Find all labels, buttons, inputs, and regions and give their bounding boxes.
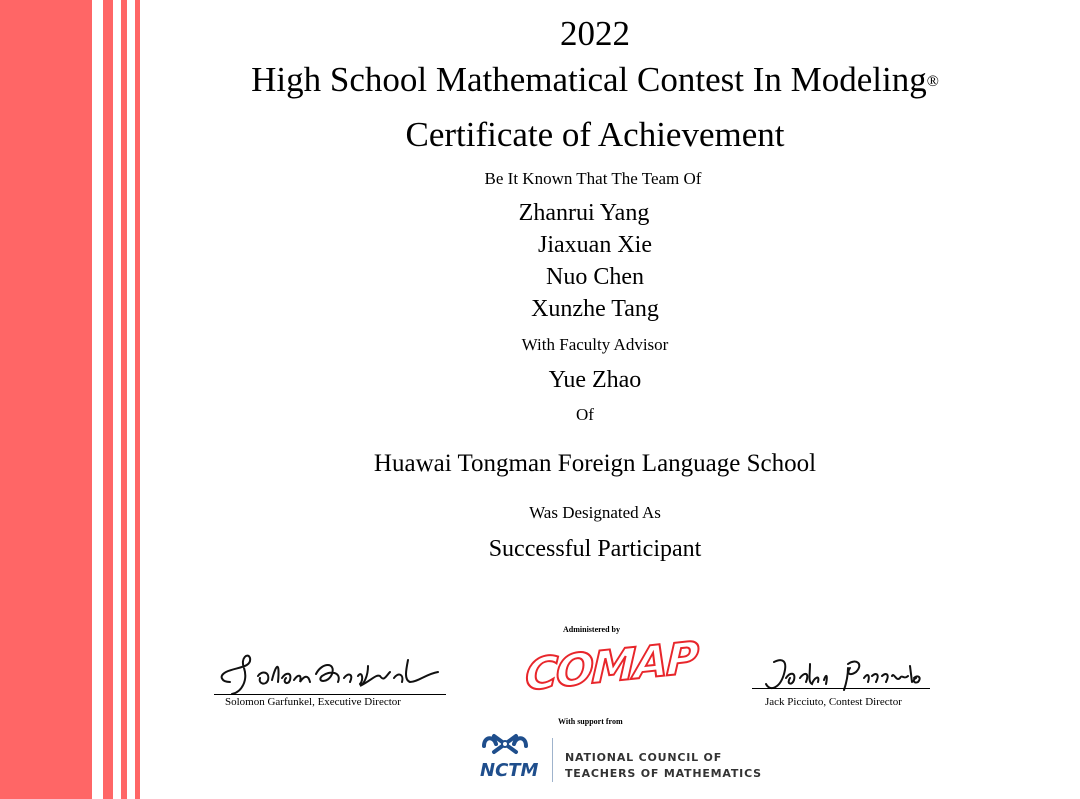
advisor-intro: With Faculty Advisor [521,335,669,354]
team-member: Jiaxuan Xie [538,232,652,258]
contest-name [150,60,1040,100]
left-border-stripe-3 [135,0,140,799]
contest-name-text: High School Mathematical Contest In Modeling [251,60,927,99]
left-border-stripe-2 [121,0,127,799]
administered-by-label: Administered by [563,625,620,634]
support-from-label: With support from [558,717,623,726]
registered-mark: ® [926,73,939,90]
certificate-title: Certificate of Achievement [405,115,785,154]
right-signature-caption: Jack Picciuto, Contest Director [765,696,902,708]
right-signature [752,654,932,696]
left-signature-line [214,694,446,695]
designation-intro: Was Designated As [529,503,661,522]
comap-logo: COMAP [524,632,698,701]
team-member: Zhanrui Yang [518,200,650,226]
right-signature-line [752,688,930,689]
intro-text: Be It Known That The Team Of [484,169,702,188]
of-label: Of [576,405,594,424]
advisor-name: Yue Zhao [548,367,642,393]
nctm-divider [552,738,553,782]
designation: Successful Participant [488,536,702,562]
left-border-stripe-1 [103,0,113,799]
nctm-name-line2: TEACHERS OF MATHEMATICS [565,767,762,780]
nctm-emblem-icon [480,732,530,756]
nctm-name-line1: NATIONAL COUNCIL OF [565,751,723,764]
certificate-year: 2022 [560,14,630,53]
team-member: Nuo Chen [546,264,644,290]
left-border-band [0,0,92,799]
school-name: Huawai Tongman Foreign Language School [373,450,817,477]
nctm-wordmark: NCTM [480,760,539,781]
team-member: Xunzhe Tang [531,296,659,322]
left-signature-caption: Solomon Garfunkel, Executive Director [225,696,401,708]
left-signature [212,652,452,698]
